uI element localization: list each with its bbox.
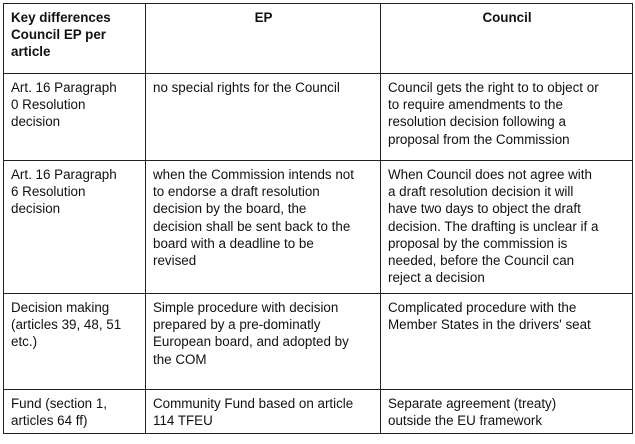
article-cell: Art. 16 Paragraph 6 Resolution decision (4, 161, 146, 294)
comparison-table (3, 3, 633, 434)
article-cell: Art. 16 Paragraph 0 Resolution decision (4, 74, 146, 161)
header-council: Council (381, 4, 633, 74)
table-row (4, 294, 633, 390)
ep-cell: when the Commission intends not to endorse a draft resolution decision by the board, the decision shall be sent back to the board with a deadline to be revised (146, 161, 381, 294)
table-row (4, 390, 633, 434)
ep-cell: no special rights for the Council (146, 74, 381, 161)
table-row (4, 74, 633, 161)
article-cell: Decision making (articles 39, 48, 51 etc.) (4, 294, 146, 390)
header-row (4, 4, 633, 74)
header-ep: EP (146, 4, 381, 74)
council-cell: When Council does not agree with a draft resolution decision it will have two days to object the draft decision. The drafting is unclear if a proposal by the commission is needed, before the Council can reject a decision (381, 161, 633, 294)
ep-cell: Simple procedure with decision prepared by a pre-dominatly European board, and adopted by the COM (146, 294, 381, 390)
table-row (4, 161, 633, 294)
article-cell: Fund (section 1, articles 64 ff) (4, 390, 146, 434)
council-cell: Council gets the right to to object or to require amendments to the resolution decision following a proposal from the Commission (381, 74, 633, 161)
ep-cell: Community Fund based on article 114 TFEU (146, 390, 381, 434)
council-cell: Complicated procedure with the Member States in the drivers' seat (381, 294, 633, 390)
council-cell: Separate agreement (treaty) outside the EU framework (381, 390, 633, 434)
header-key-differences: Key differences Council EP per article (4, 4, 146, 74)
